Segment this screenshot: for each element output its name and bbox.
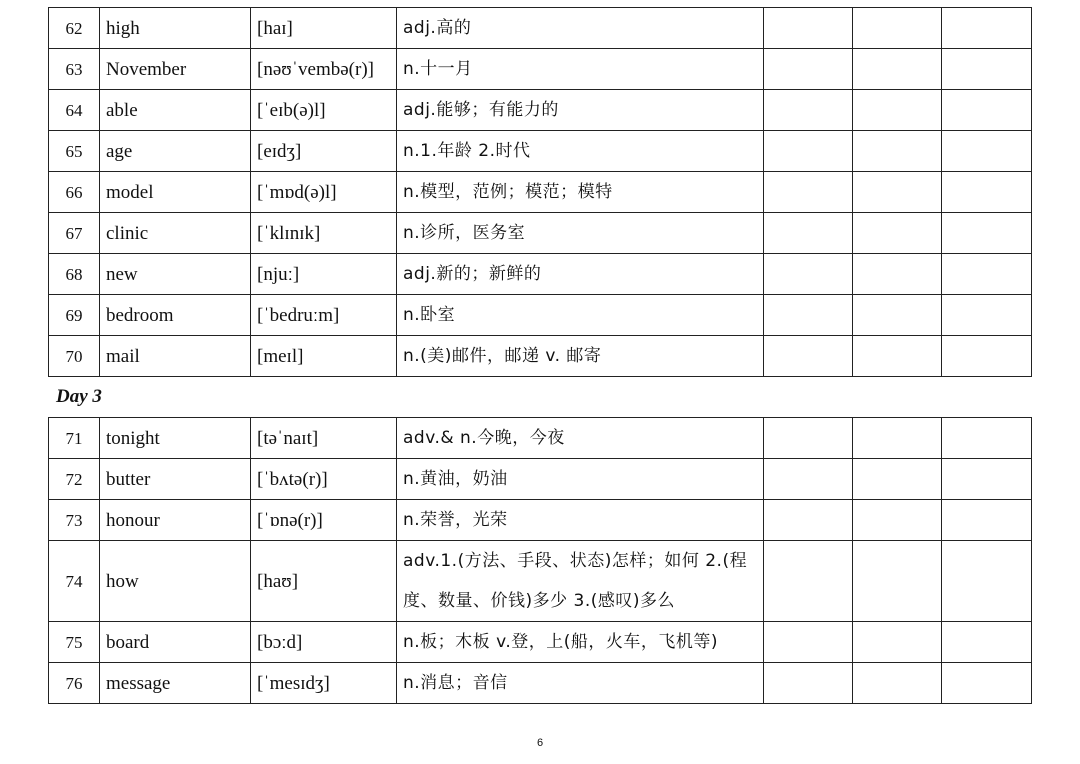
entry-definition: n.荣誉，光荣	[397, 500, 764, 541]
entry-definition: adj.能够；有能力的	[397, 90, 764, 131]
table-row	[49, 8, 1032, 49]
review-checkbox-cell	[942, 336, 1032, 377]
table-row	[49, 90, 1032, 131]
table-row	[49, 663, 1032, 704]
entry-word: high	[100, 8, 251, 49]
table-row	[49, 541, 1032, 622]
entry-definition: n.板；木板 v.登，上(船，火车，飞机等)	[397, 622, 764, 663]
entry-word: model	[100, 172, 251, 213]
entry-number: 66	[49, 172, 100, 213]
table-row	[49, 622, 1032, 663]
entry-definition: adj.新的；新鲜的	[397, 254, 764, 295]
entry-number: 68	[49, 254, 100, 295]
entry-word: new	[100, 254, 251, 295]
entry-phonetic: [ˈɒnə(r)]	[251, 500, 397, 541]
review-checkbox-cell	[853, 622, 942, 663]
review-checkbox-cell	[764, 254, 853, 295]
entry-word: clinic	[100, 213, 251, 254]
review-checkbox-cell	[853, 500, 942, 541]
entry-word: honour	[100, 500, 251, 541]
entry-phonetic: [njuː]	[251, 254, 397, 295]
entry-phonetic: [ˈbʌtə(r)]	[251, 459, 397, 500]
review-checkbox-cell	[942, 500, 1032, 541]
entry-number: 65	[49, 131, 100, 172]
table-row	[49, 49, 1032, 90]
vocab-table-day-2	[48, 7, 1032, 377]
table-row	[49, 418, 1032, 459]
review-checkbox-cell	[942, 49, 1032, 90]
entry-definition: n.模型，范例；模范；模特	[397, 172, 764, 213]
entry-phonetic: [ˈmɒd(ə)l]	[251, 172, 397, 213]
review-checkbox-cell	[764, 49, 853, 90]
review-checkbox-cell	[853, 254, 942, 295]
entry-word: tonight	[100, 418, 251, 459]
review-checkbox-cell	[942, 622, 1032, 663]
entry-definition: n.诊所，医务室	[397, 213, 764, 254]
review-checkbox-cell	[764, 90, 853, 131]
entry-number: 74	[49, 541, 100, 622]
entry-word: age	[100, 131, 251, 172]
entry-definition: adj.高的	[397, 8, 764, 49]
entry-word: bedroom	[100, 295, 251, 336]
review-checkbox-cell	[853, 8, 942, 49]
entry-number: 64	[49, 90, 100, 131]
review-checkbox-cell	[942, 459, 1032, 500]
entry-number: 62	[49, 8, 100, 49]
entry-definition: n.消息；音信	[397, 663, 764, 704]
entry-number: 67	[49, 213, 100, 254]
review-checkbox-cell	[764, 295, 853, 336]
entry-phonetic: [bɔːd]	[251, 622, 397, 663]
review-checkbox-cell	[764, 213, 853, 254]
review-checkbox-cell	[942, 295, 1032, 336]
review-checkbox-cell	[764, 172, 853, 213]
review-checkbox-cell	[853, 49, 942, 90]
entry-word: board	[100, 622, 251, 663]
review-checkbox-cell	[942, 663, 1032, 704]
entry-number: 73	[49, 500, 100, 541]
entry-definition: n.1.年龄 2.时代	[397, 131, 764, 172]
table-row	[49, 459, 1032, 500]
vocab-table-body	[49, 418, 1032, 704]
entry-phonetic: [ˈklɪnɪk]	[251, 213, 397, 254]
vocab-table-day-3	[48, 417, 1032, 704]
entry-definition: n.(美)邮件，邮递 v. 邮寄	[397, 336, 764, 377]
review-checkbox-cell	[764, 8, 853, 49]
entry-word: November	[100, 49, 251, 90]
entry-phonetic: [təˈnaɪt]	[251, 418, 397, 459]
review-checkbox-cell	[764, 663, 853, 704]
entry-number: 63	[49, 49, 100, 90]
entry-phonetic: [ˈeɪb(ə)l]	[251, 90, 397, 131]
review-checkbox-cell	[942, 254, 1032, 295]
entry-phonetic: [ˈmesɪdʒ]	[251, 663, 397, 704]
vocab-table-body	[49, 8, 1032, 377]
entry-phonetic: [meɪl]	[251, 336, 397, 377]
entry-word: able	[100, 90, 251, 131]
entry-phonetic: [nəʊˈvembə(r)]	[251, 49, 397, 90]
review-checkbox-cell	[942, 541, 1032, 622]
review-checkbox-cell	[764, 418, 853, 459]
review-checkbox-cell	[764, 500, 853, 541]
entry-phonetic: [ˈbedruːm]	[251, 295, 397, 336]
table-row	[49, 500, 1032, 541]
entry-number: 70	[49, 336, 100, 377]
entry-word: message	[100, 663, 251, 704]
review-checkbox-cell	[853, 172, 942, 213]
entry-number: 75	[49, 622, 100, 663]
review-checkbox-cell	[764, 459, 853, 500]
review-checkbox-cell	[942, 131, 1032, 172]
entry-number: 71	[49, 418, 100, 459]
review-checkbox-cell	[942, 213, 1032, 254]
entry-definition: adv.& n.今晚，今夜	[397, 418, 764, 459]
review-checkbox-cell	[853, 213, 942, 254]
table-row	[49, 131, 1032, 172]
review-checkbox-cell	[853, 90, 942, 131]
review-checkbox-cell	[942, 418, 1032, 459]
review-checkbox-cell	[942, 90, 1032, 131]
review-checkbox-cell	[764, 131, 853, 172]
review-checkbox-cell	[853, 541, 942, 622]
table-row	[49, 295, 1032, 336]
entry-definition: n.黄油，奶油	[397, 459, 764, 500]
review-checkbox-cell	[942, 8, 1032, 49]
review-checkbox-cell	[853, 131, 942, 172]
entry-number: 69	[49, 295, 100, 336]
entry-phonetic: [haʊ]	[251, 541, 397, 622]
entry-phonetic: [haɪ]	[251, 8, 397, 49]
review-checkbox-cell	[853, 295, 942, 336]
review-checkbox-cell	[764, 336, 853, 377]
entry-number: 72	[49, 459, 100, 500]
table-row	[49, 213, 1032, 254]
entry-word: butter	[100, 459, 251, 500]
review-checkbox-cell	[764, 622, 853, 663]
entry-definition: adv.1.(方法、手段、状态)怎样；如何 2.(程度、数量、价钱)多少 3.(感叹)多么	[397, 541, 764, 622]
review-checkbox-cell	[853, 663, 942, 704]
review-checkbox-cell	[853, 459, 942, 500]
entry-phonetic: [eɪdʒ]	[251, 131, 397, 172]
table-row	[49, 172, 1032, 213]
table-row	[49, 336, 1032, 377]
table-row	[49, 254, 1032, 295]
entry-definition: n.卧室	[397, 295, 764, 336]
entry-number: 76	[49, 663, 100, 704]
review-checkbox-cell	[853, 336, 942, 377]
section-heading-day-3: Day 3	[56, 386, 102, 407]
review-checkbox-cell	[764, 541, 853, 622]
review-checkbox-cell	[942, 172, 1032, 213]
entry-definition: n.十一月	[397, 49, 764, 90]
page-number: 6	[536, 737, 544, 749]
entry-word: mail	[100, 336, 251, 377]
entry-word: how	[100, 541, 251, 622]
review-checkbox-cell	[853, 418, 942, 459]
